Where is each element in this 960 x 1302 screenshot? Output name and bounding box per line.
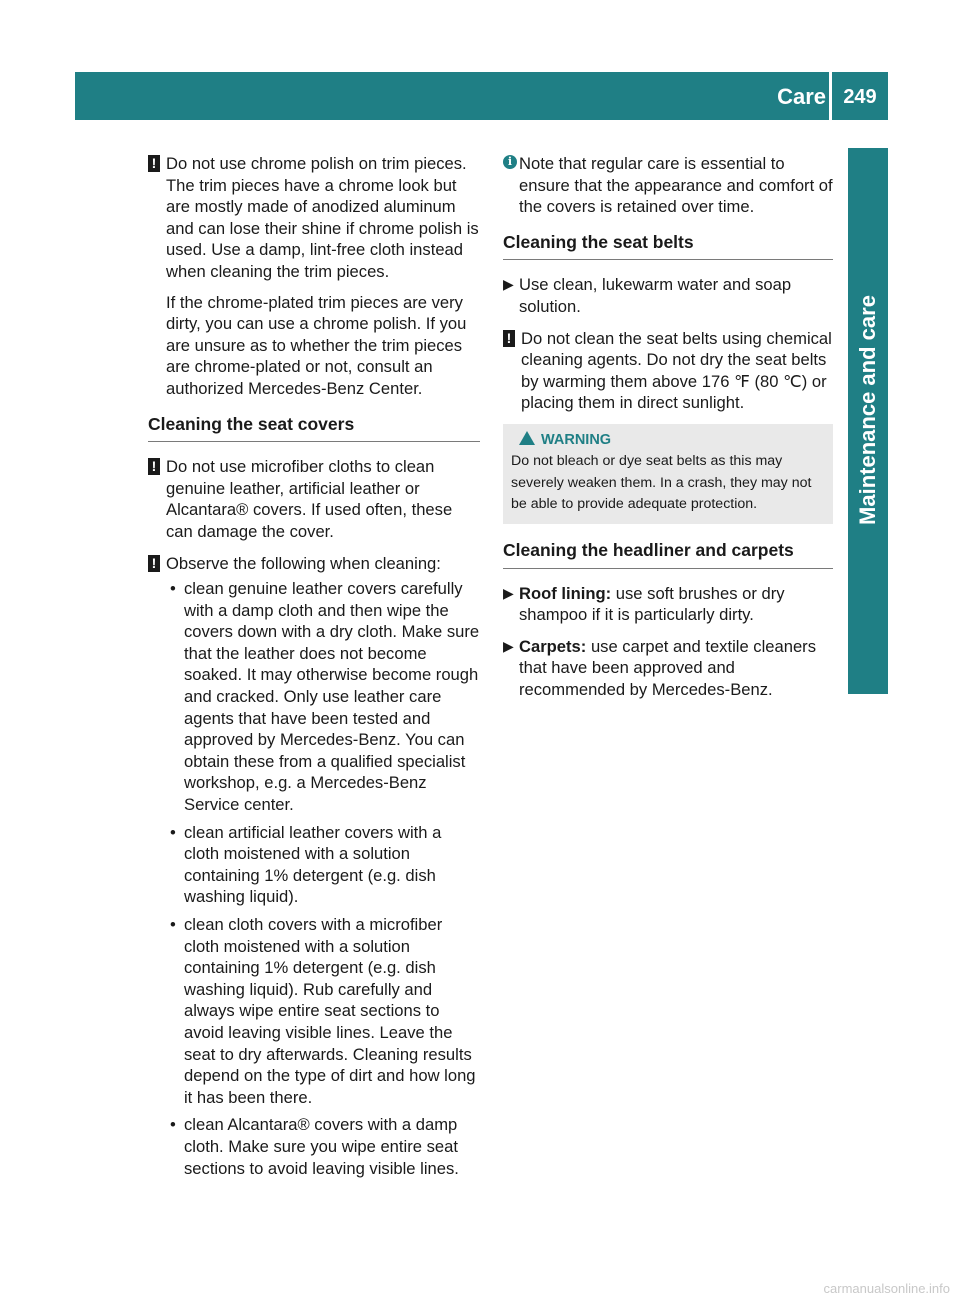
note-text: Do not use microfiber cloths to clean genuine leather, artificial leather or Alcantara® covers. If used often, these can damage the cover. <box>166 457 453 541</box>
note-text: Do not use chrome polish on trim pieces. The trim pieces have a chrome look but are mostly made of anodized aluminum and can lose their shine if chrome polish is used. Use a damp, lint-free cloth instead when cleaning the trim pieces. <box>166 154 479 281</box>
caution-icon: ! <box>503 330 515 347</box>
list-item <box>166 914 480 1108</box>
list-item-text: clean artificial leather covers with a cloth moistened with a solution containing 1% detergent (e.g. dish washing liquid). <box>184 822 442 907</box>
side-tab-label-wrap <box>848 148 888 672</box>
section-title: Care <box>777 84 826 109</box>
warning-text: Do not bleach or dye seat belts as this may severely weaken them. In a crash, they may not be able to provide adequate protection. <box>511 453 812 513</box>
left-column <box>148 153 480 1189</box>
caution-icon: ! <box>148 155 160 172</box>
watermark-link[interactable]: carmanualsonline.info <box>823 1281 950 1296</box>
warning-title <box>519 430 825 452</box>
list-item <box>166 1114 480 1179</box>
header-bar <box>75 72 829 120</box>
bullet-icon: • <box>170 915 176 934</box>
step-arrow-icon: ▶ <box>503 637 514 654</box>
step-item <box>503 583 833 626</box>
bullet-icon: • <box>170 1115 176 1135</box>
note-text: If the chrome-plated trim pieces are very dirty, you can use a chrome polish. If you are unsure as to whether the trim pieces are chrome-plated or not, consult an authorized Mercedes-Benz Center. <box>166 292 467 398</box>
section-heading-seat-covers: Cleaning the seat covers <box>148 414 480 443</box>
note-microfiber <box>148 456 480 542</box>
bullet-icon: • <box>170 579 176 599</box>
note-chrome-polish <box>148 153 480 400</box>
list-item-text: clean Alcantara® covers with a damp cloth. Make sure you wipe entire seat sections to avoid leaving visible lines. <box>184 1115 459 1178</box>
step-arrow-icon: ▶ <box>503 584 514 601</box>
list-item <box>166 822 480 908</box>
step-text <box>519 583 833 626</box>
right-column <box>503 153 833 711</box>
step-text <box>519 636 833 701</box>
side-tab-label: Maintenance and care <box>855 295 880 525</box>
warning-box <box>503 424 833 524</box>
list-item <box>166 578 480 816</box>
warning-icon <box>519 431 535 445</box>
note-seat-belts <box>503 328 833 414</box>
info-text: Note that regular care is essential to ensure that the appearance and comfort of the covers is retained over time. <box>519 154 833 217</box>
step-text: Use clean, lukewarm water and soap solution. <box>519 275 792 316</box>
step-label: Carpets: <box>519 636 587 656</box>
step-label: Roof lining: <box>519 583 612 603</box>
step-item <box>503 636 833 701</box>
caution-icon: ! <box>148 458 160 475</box>
page-number: 249 <box>843 86 877 108</box>
cleaning-list <box>166 578 480 1179</box>
list-item-text: clean genuine leather covers carefully with a damp cloth and then wipe the covers down with a dry cloth. Make sure that the leather does not become soaked. It may otherwise become rough and cracked. Only use leather care agents that have been tested and approved by Mercedes-Benz. You can obtain these from a qualified specialist workshop, e.g. a Mercedes-Benz Service center. <box>184 579 480 815</box>
note-observe <box>148 553 480 1180</box>
step-body: use carpet and textile cleaners that have been approved and recommended by Mercedes-Benz. <box>519 636 817 699</box>
step-item <box>503 274 833 317</box>
step-body: use soft brushes or dry shampoo if it is particularly dirty. <box>519 583 785 625</box>
bullet-icon: • <box>170 822 176 842</box>
thumb-index-marker <box>848 640 888 694</box>
caution-icon: ! <box>148 555 160 572</box>
info-note <box>503 153 833 218</box>
warning-title-text: WARNING <box>541 431 612 448</box>
list-item-text: clean cloth covers with a microfiber cloth moistened with a solution containing 1% detergent (e.g. dish washing liquid). Rub carefully and always wipe entire seat sections to avoid leaving visible lines. Leave the seat to dry afterwards. Cleaning results depend on the type of dirt and how long it has been there. <box>184 915 476 1107</box>
note-text: Observe the following when cleaning: <box>166 553 441 573</box>
info-icon: i <box>503 155 517 169</box>
section-heading-seat-belts: Cleaning the seat belts <box>503 232 833 261</box>
section-heading-headliner: Cleaning the headliner and carpets <box>503 540 833 569</box>
note-text: Do not clean the seat belts using chemical cleaning agents. Do not dry the seat belts by warming them above 176 ℉ (80 ℃) or placing them in direct sunlight. <box>521 328 832 413</box>
step-arrow-icon: ▶ <box>503 276 514 293</box>
